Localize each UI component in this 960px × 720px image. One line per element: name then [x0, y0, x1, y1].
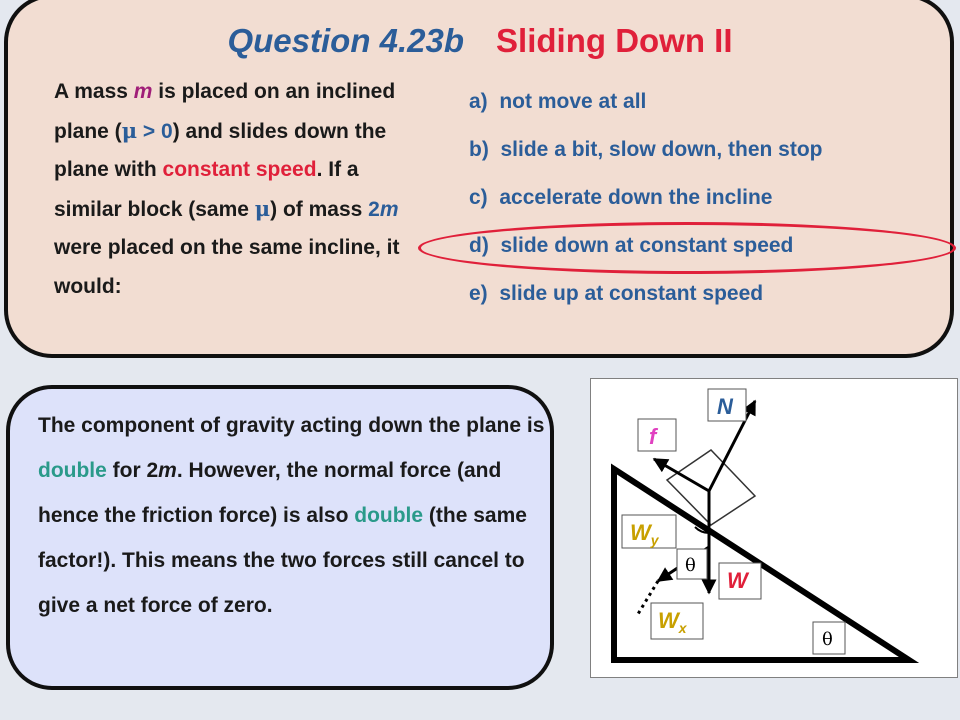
- choice-letter: c): [469, 186, 488, 209]
- question-name: Sliding Down II: [496, 22, 733, 59]
- question-text: [54, 73, 414, 306]
- explanation-text-part: for 2: [106, 459, 159, 482]
- explanation-text: [38, 403, 558, 628]
- choice-text: accelerate down the incline: [499, 186, 773, 209]
- explanation-text-part: . However, the normal force (and hence the friction force) is also: [38, 459, 502, 527]
- double-highlight: double: [38, 459, 107, 482]
- question-text-part: A mass: [54, 80, 134, 103]
- weight-x-subscript: x: [678, 620, 687, 636]
- double-mass-variable: m: [379, 197, 399, 221]
- double-highlight: double: [354, 504, 424, 527]
- correct-answer-highlight: [418, 222, 956, 274]
- mass-variable: m: [158, 459, 177, 482]
- theta-incline-label: θ: [822, 629, 833, 650]
- mu-symbol: μ: [121, 117, 138, 143]
- mu-symbol: μ: [254, 195, 271, 221]
- choice-text: slide up at constant speed: [499, 282, 764, 305]
- choice-b[interactable]: [469, 132, 823, 180]
- question-text-part: ) of mass: [270, 197, 369, 221]
- choice-letter: b): [469, 138, 489, 161]
- weight-y-subscript: y: [650, 532, 659, 548]
- force-diagram-svg: [591, 379, 959, 679]
- explanation-text-part: The component of gravity acting down the plane is: [38, 414, 545, 437]
- question-number: Question 4.23b: [227, 22, 465, 59]
- question-text-part: were placed on the same incline, it would:: [54, 236, 400, 298]
- mu-condition: > 0: [137, 119, 173, 143]
- theta-block-label: θ: [685, 555, 696, 576]
- choice-letter: d): [469, 234, 489, 257]
- mass-variable: m: [133, 80, 153, 103]
- choice-c[interactable]: [469, 180, 823, 228]
- explanation-text-part: (the same factor!). This means the two forces still cancel to give a net force of zero.: [38, 504, 527, 617]
- normal-label: N: [717, 394, 733, 419]
- choice-e[interactable]: [469, 276, 823, 324]
- choice-text: slide a bit, slow down, then stop: [500, 138, 823, 161]
- force-diagram: [590, 378, 958, 678]
- friction-label: f: [649, 424, 657, 449]
- constant-speed-highlight: constant speed: [162, 158, 317, 181]
- choice-a[interactable]: [469, 84, 823, 132]
- weight-x-label-text: W: [658, 608, 679, 633]
- weight-label: W: [727, 568, 748, 593]
- answer-choices: [469, 84, 823, 324]
- choice-text: not move at all: [499, 90, 647, 113]
- choice-letter: a): [469, 90, 488, 113]
- choice-text: slide down at constant speed: [500, 234, 794, 257]
- question-text-part: is placed on an inclined plane (: [54, 80, 396, 143]
- friction-label-box: [638, 419, 676, 451]
- double-mass-coefficient: 2: [368, 197, 380, 221]
- choice-letter: e): [469, 282, 488, 305]
- question-text-part: ) and slides down the plane with: [54, 119, 387, 181]
- slide-title: [0, 22, 960, 60]
- question-text-part: . If a similar block (same: [54, 158, 359, 221]
- weight-y-label-text: W: [630, 520, 651, 545]
